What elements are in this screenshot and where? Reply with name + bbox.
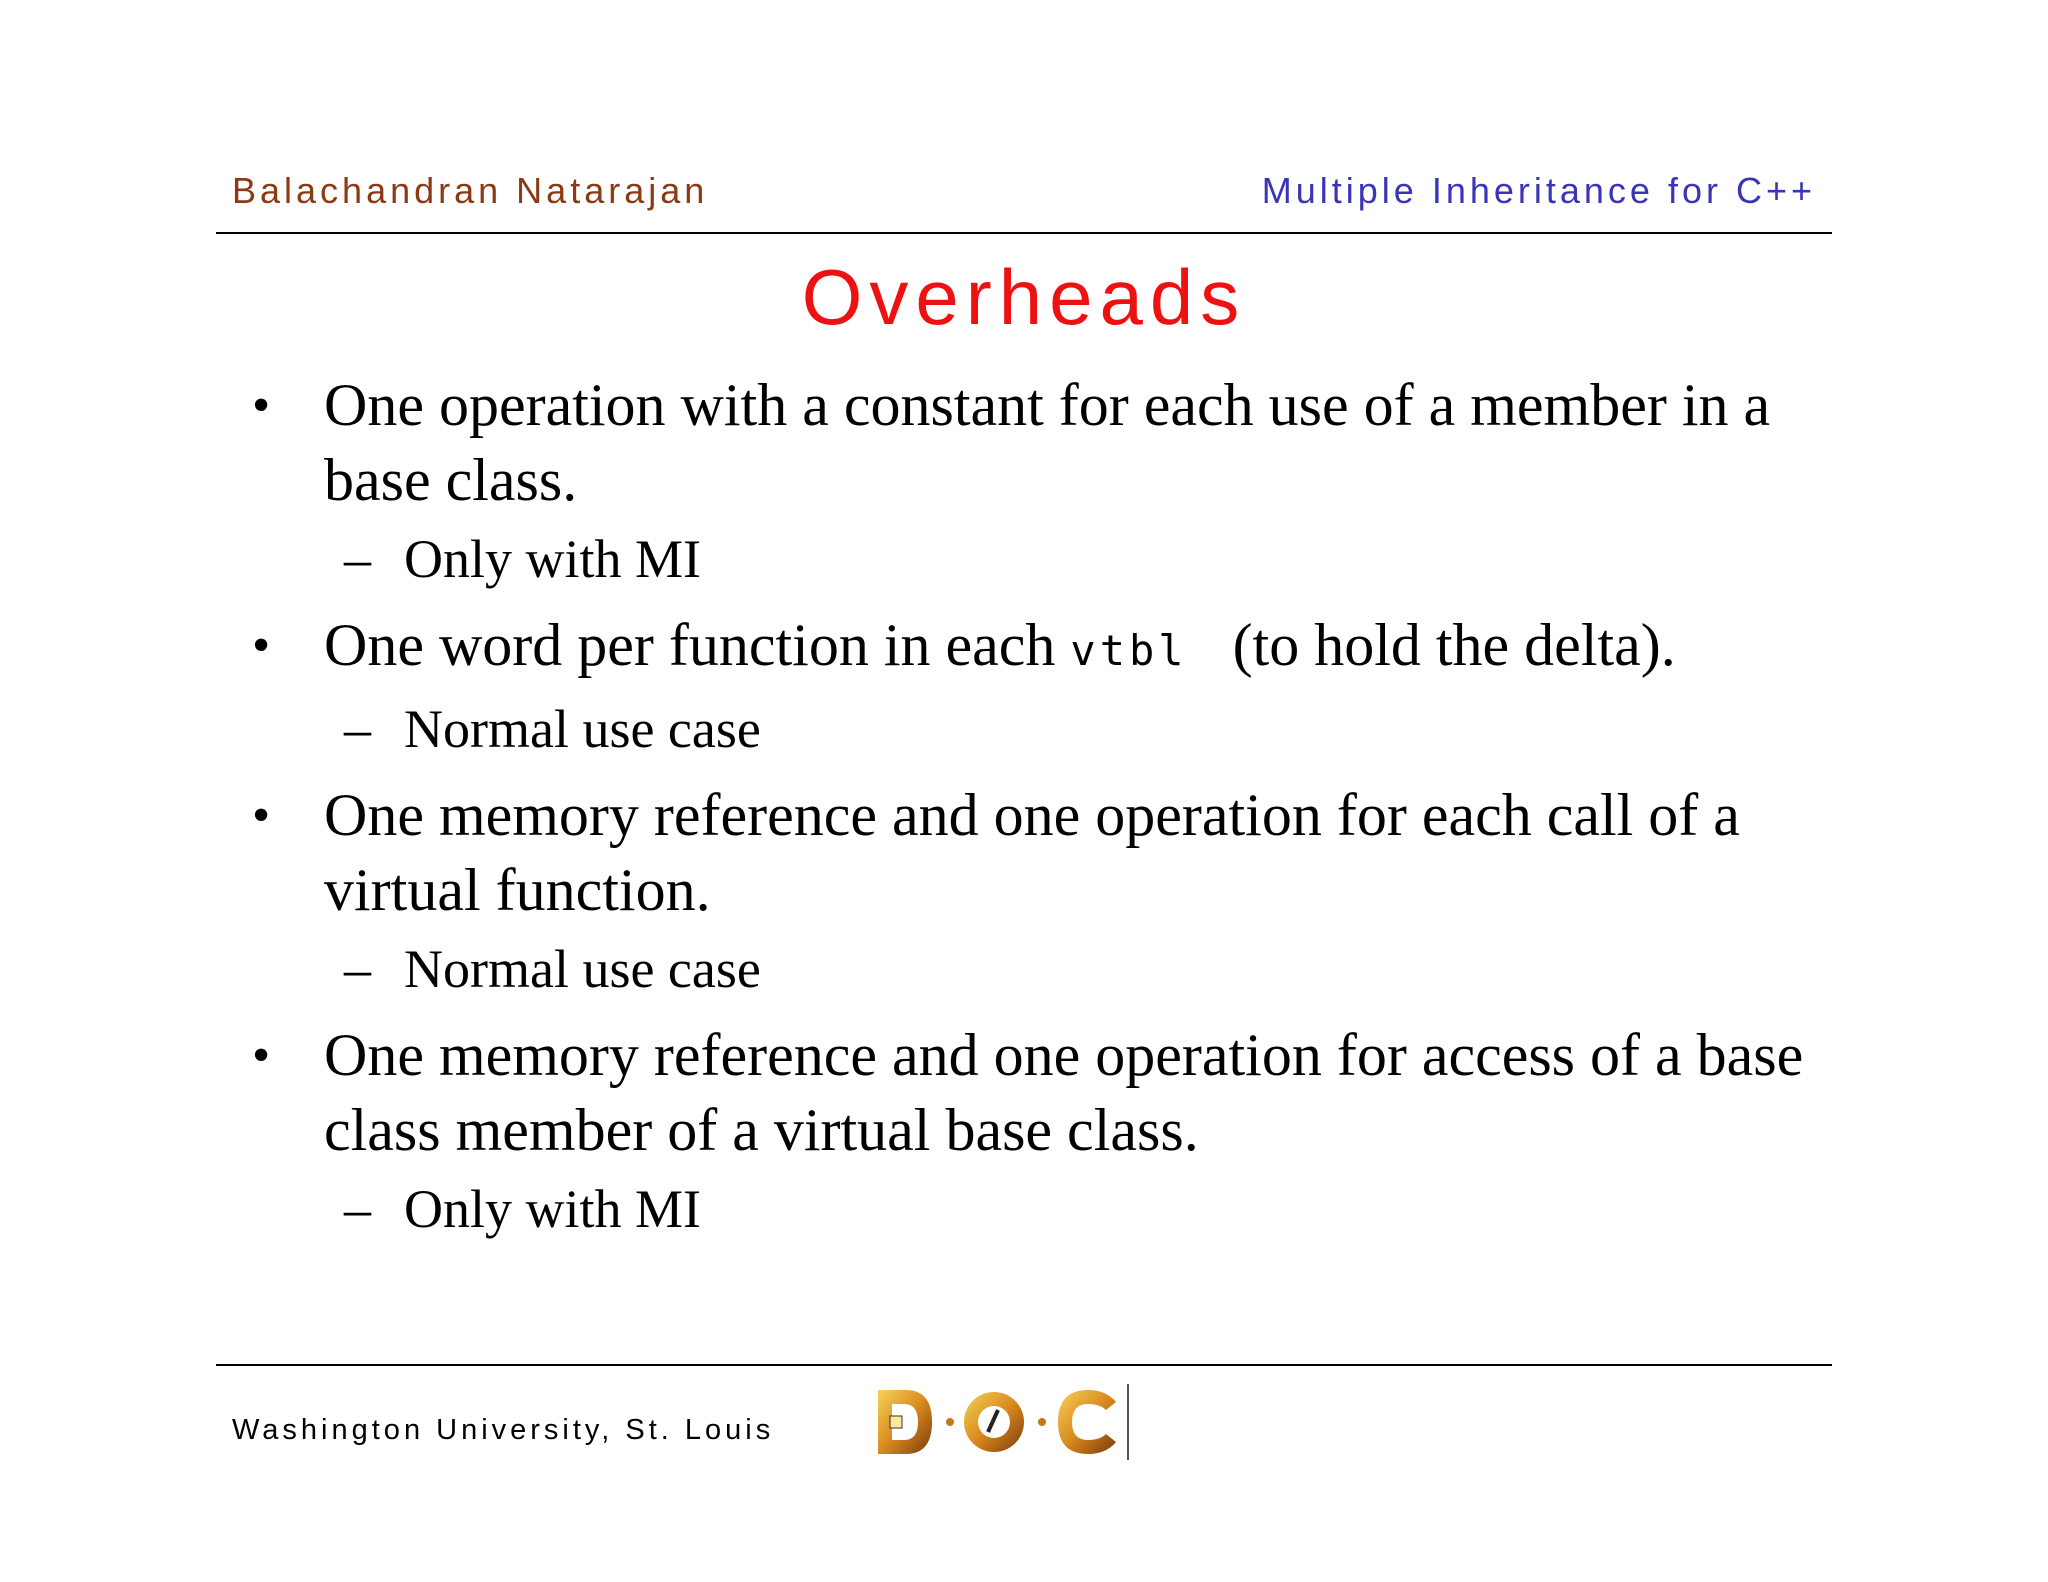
dash-icon: – [344,699,371,759]
bullet-dot-icon: • [252,377,271,434]
bullet-item [248,1018,1848,1168]
sub-bullet-item [248,938,1848,1000]
bullet-text: One word per function in each [324,612,1056,678]
bullet-item [248,368,1848,518]
sub-bullet-item [248,528,1848,590]
bullet-text-tail: (to hold the delta). [1232,612,1676,678]
bullet-dot-icon: • [252,787,271,844]
sub-bullet-text: Only with MI [404,529,701,589]
header-author: Balachandran Natarajan [232,170,709,211]
dash-icon: – [344,939,371,999]
dash-icon: – [344,1179,371,1239]
slide-title: Overheads [801,253,1247,341]
bullet-text: One memory reference and one operation for access of a base class member of a virtual base class. [324,1022,1804,1163]
footer-divider [216,1364,1832,1366]
bullet-item [248,778,1848,928]
sub-bullet-item [248,1178,1848,1240]
code-term: vtbl [1070,626,1188,675]
bullet-dot-icon: • [252,1027,271,1084]
bullet-item [248,608,1848,688]
bullet-text: One memory reference and one operation for each call of a virtual function. [324,782,1740,923]
sub-bullet-item [248,698,1848,760]
header-divider [216,232,1832,234]
bullet-text: One operation with a constant for each use of a member in a base class. [324,372,1771,513]
dash-icon: – [344,529,371,589]
bullet-dot-icon: • [252,617,271,674]
sub-bullet-text: Normal use case [404,699,761,759]
header-topic: Multiple Inheritance for C++ [1261,170,1816,211]
sub-bullet-text: Normal use case [404,939,761,999]
footer-institution: Washington University, St. Louis [232,1414,775,1446]
bullet-list [248,368,1848,1240]
doc-group-logo-icon [876,1380,1136,1464]
sub-bullet-text: Only with MI [404,1179,701,1239]
